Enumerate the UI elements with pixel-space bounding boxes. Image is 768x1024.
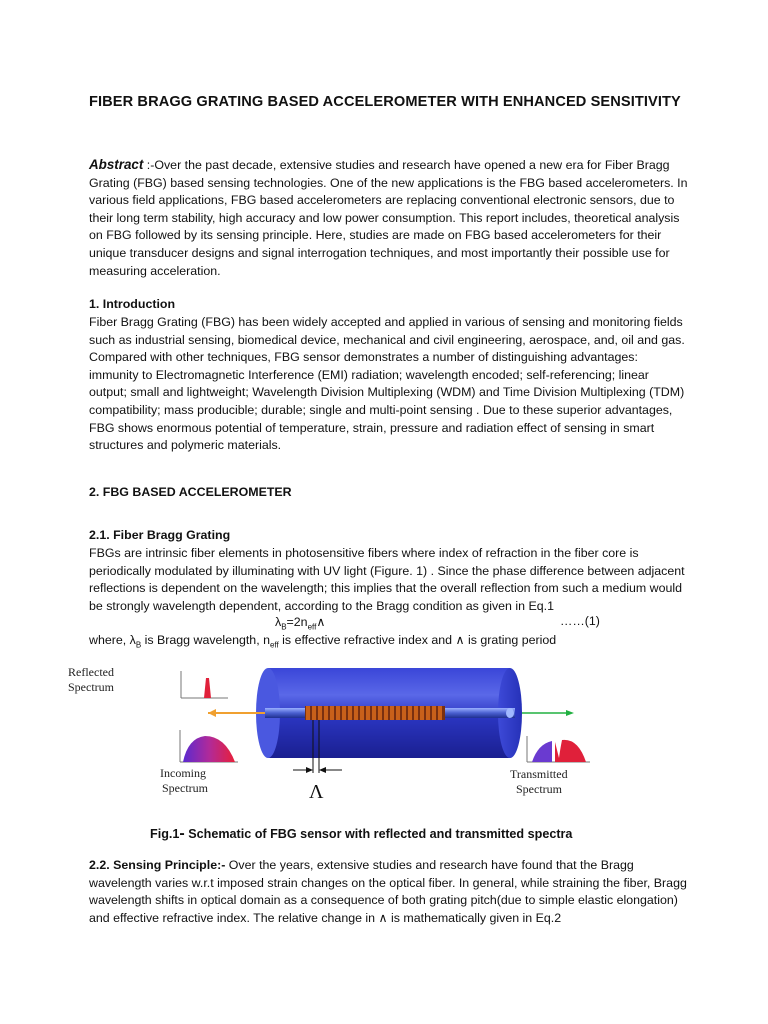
where-sub-eff: eff [269, 640, 279, 650]
transmitted-arrow [522, 710, 574, 716]
eq-lambda: λ [275, 615, 282, 629]
grating-stripe [402, 706, 406, 720]
fbg-schematic-figure [60, 658, 700, 808]
abstract-paragraph [89, 156, 689, 280]
abstract-text: Over the past decade, extensive studies and research have opened a new era for Fiber Bragg Grating (FBG) based sensing technologies. One of the new applications is the FBG based accelerometers. In various field applications, FBG based accelerometers are replacing conventional electronic sensors, due to their long term stability, high accuracy and low power consumption. This report includes, theoretical analysis on FBG followed by its sensing principle. Here, studies are made on FBG based accelerometers for their unique transducer designs and signal interrogation techniques, and most importantly their possible use for measuring acceleration. [89, 158, 688, 278]
where-sub-b: B [135, 640, 142, 650]
reflected-spectrum-plot [181, 671, 228, 698]
transmitted-spectrum-plot [527, 736, 590, 762]
where-pre: where, λ [89, 633, 136, 647]
section22-paragraph [89, 857, 689, 927]
grating-stripe [408, 706, 412, 720]
equation-number: ……(1) [560, 614, 600, 628]
transmitted-label-2: Spectrum [516, 782, 562, 796]
section22-text: Over the years, extensive studies and research have found that the Bragg wavelength varies w.r.t imposed strain changes on the optical fiber. In general, while straining the fiber, Bragg wavelength shifts in optical domain as a consequence of both grating pitch(due to simple elastic elongation) and effective refractive index. The relative change in ∧ is mathematically given in Eq.2 [89, 858, 687, 925]
eq-sub-b: B [281, 622, 287, 632]
caption-dash: - [179, 825, 185, 842]
caption-text: Schematic of FBG sensor with reflected and transmitted spectra [184, 827, 573, 841]
where-mid: is Bragg wavelength, n [141, 633, 270, 647]
figure-caption [150, 825, 572, 843]
grating-stripe [432, 706, 436, 720]
incoming-label-2: Spectrum [162, 781, 208, 795]
eq-sub-eff: eff [307, 622, 317, 632]
intro-heading: 1. Introduction [89, 297, 176, 311]
reflected-label-2: Spectrum [68, 680, 114, 694]
abstract-label: Abstract [89, 157, 144, 172]
section2-heading: 2. FBG BASED ACCELEROMETER [89, 485, 292, 499]
bragg-grating [305, 706, 445, 720]
incoming-label-1: Incoming [160, 766, 206, 780]
eq-mid: =2n [286, 615, 308, 629]
eq-rhs: ∧ [316, 615, 326, 629]
transmitted-label-1: Transmitted [510, 767, 568, 781]
grating-stripe [324, 706, 328, 720]
caption-label: Fig.1 [150, 827, 180, 841]
abstract-sep: :- [143, 158, 155, 172]
grating-stripe [342, 706, 346, 720]
section22-heading: 2.2. Sensing Principle:- [89, 858, 226, 872]
grating-stripe [336, 706, 340, 720]
grating-stripe [306, 706, 310, 720]
incoming-spectrum-plot [180, 730, 238, 762]
grating-stripe [438, 706, 442, 720]
grating-stripe [384, 706, 388, 720]
grating-stripe [390, 706, 394, 720]
where-line [89, 632, 689, 654]
grating-stripe [312, 706, 316, 720]
grating-stripe [354, 706, 358, 720]
grating-stripe [414, 706, 418, 720]
intro-text: Fiber Bragg Grating (FBG) has been widely accepted and applied in various of sensing and monitoring fields such as industrial sensing, biomedical device, mechanical and civil engineering, aerospace, and, oil and gas. Compared with other techniques, FBG sensor demonstrates a number of distinguishing advantages: immunity to Electromagnetic Interference (EMI) radiation; wavelength encoded; self-referencing; linear output; small and lightweight; Wavelength Division Multiplexing (WDM) and Time Division Multiplexing (TDM) compatibility; mass producible; durable; single and multi-point sensing . Due to these superior advantages, FBG shows enormous potential of temperature, strain, pressure and radiation effect of sensing in smart structures and polymeric materials. [89, 315, 685, 453]
grating-stripe [348, 706, 352, 720]
grating-stripe [372, 706, 376, 720]
grating-stripe [360, 706, 364, 720]
grating-stripe [396, 706, 400, 720]
grating-stripe [366, 706, 370, 720]
section21-heading: 2.1. Fiber Bragg Grating [89, 528, 231, 542]
where-post: is effective refractive index and ∧ is grating period [278, 633, 557, 647]
bragg-equation [275, 614, 325, 631]
grating-stripe [426, 706, 430, 720]
reflected-label-1: Reflected [68, 665, 114, 679]
grating-stripe [318, 706, 322, 720]
paper-title: FIBER BRAGG GRATING BASED ACCELEROMETER WITH ENHANCED SENSITIVITY [89, 94, 681, 110]
grating-stripe [420, 706, 424, 720]
grating-stripe [378, 706, 382, 720]
section21-text: FBGs are intrinsic fiber elements in photosensitive fibers where index of refraction in the fiber core is periodically modulated by illuminating with UV light (Figure. 1) . Since the phase difference between adjacent reflections is dependent on the wavelength; this implies that the overall reflection from such a medium would be strongly wavelength dependent, according to the Bragg condition as given in Eq.1 [89, 546, 685, 613]
grating-stripe [330, 706, 334, 720]
lambda-symbol: Λ [309, 781, 324, 803]
